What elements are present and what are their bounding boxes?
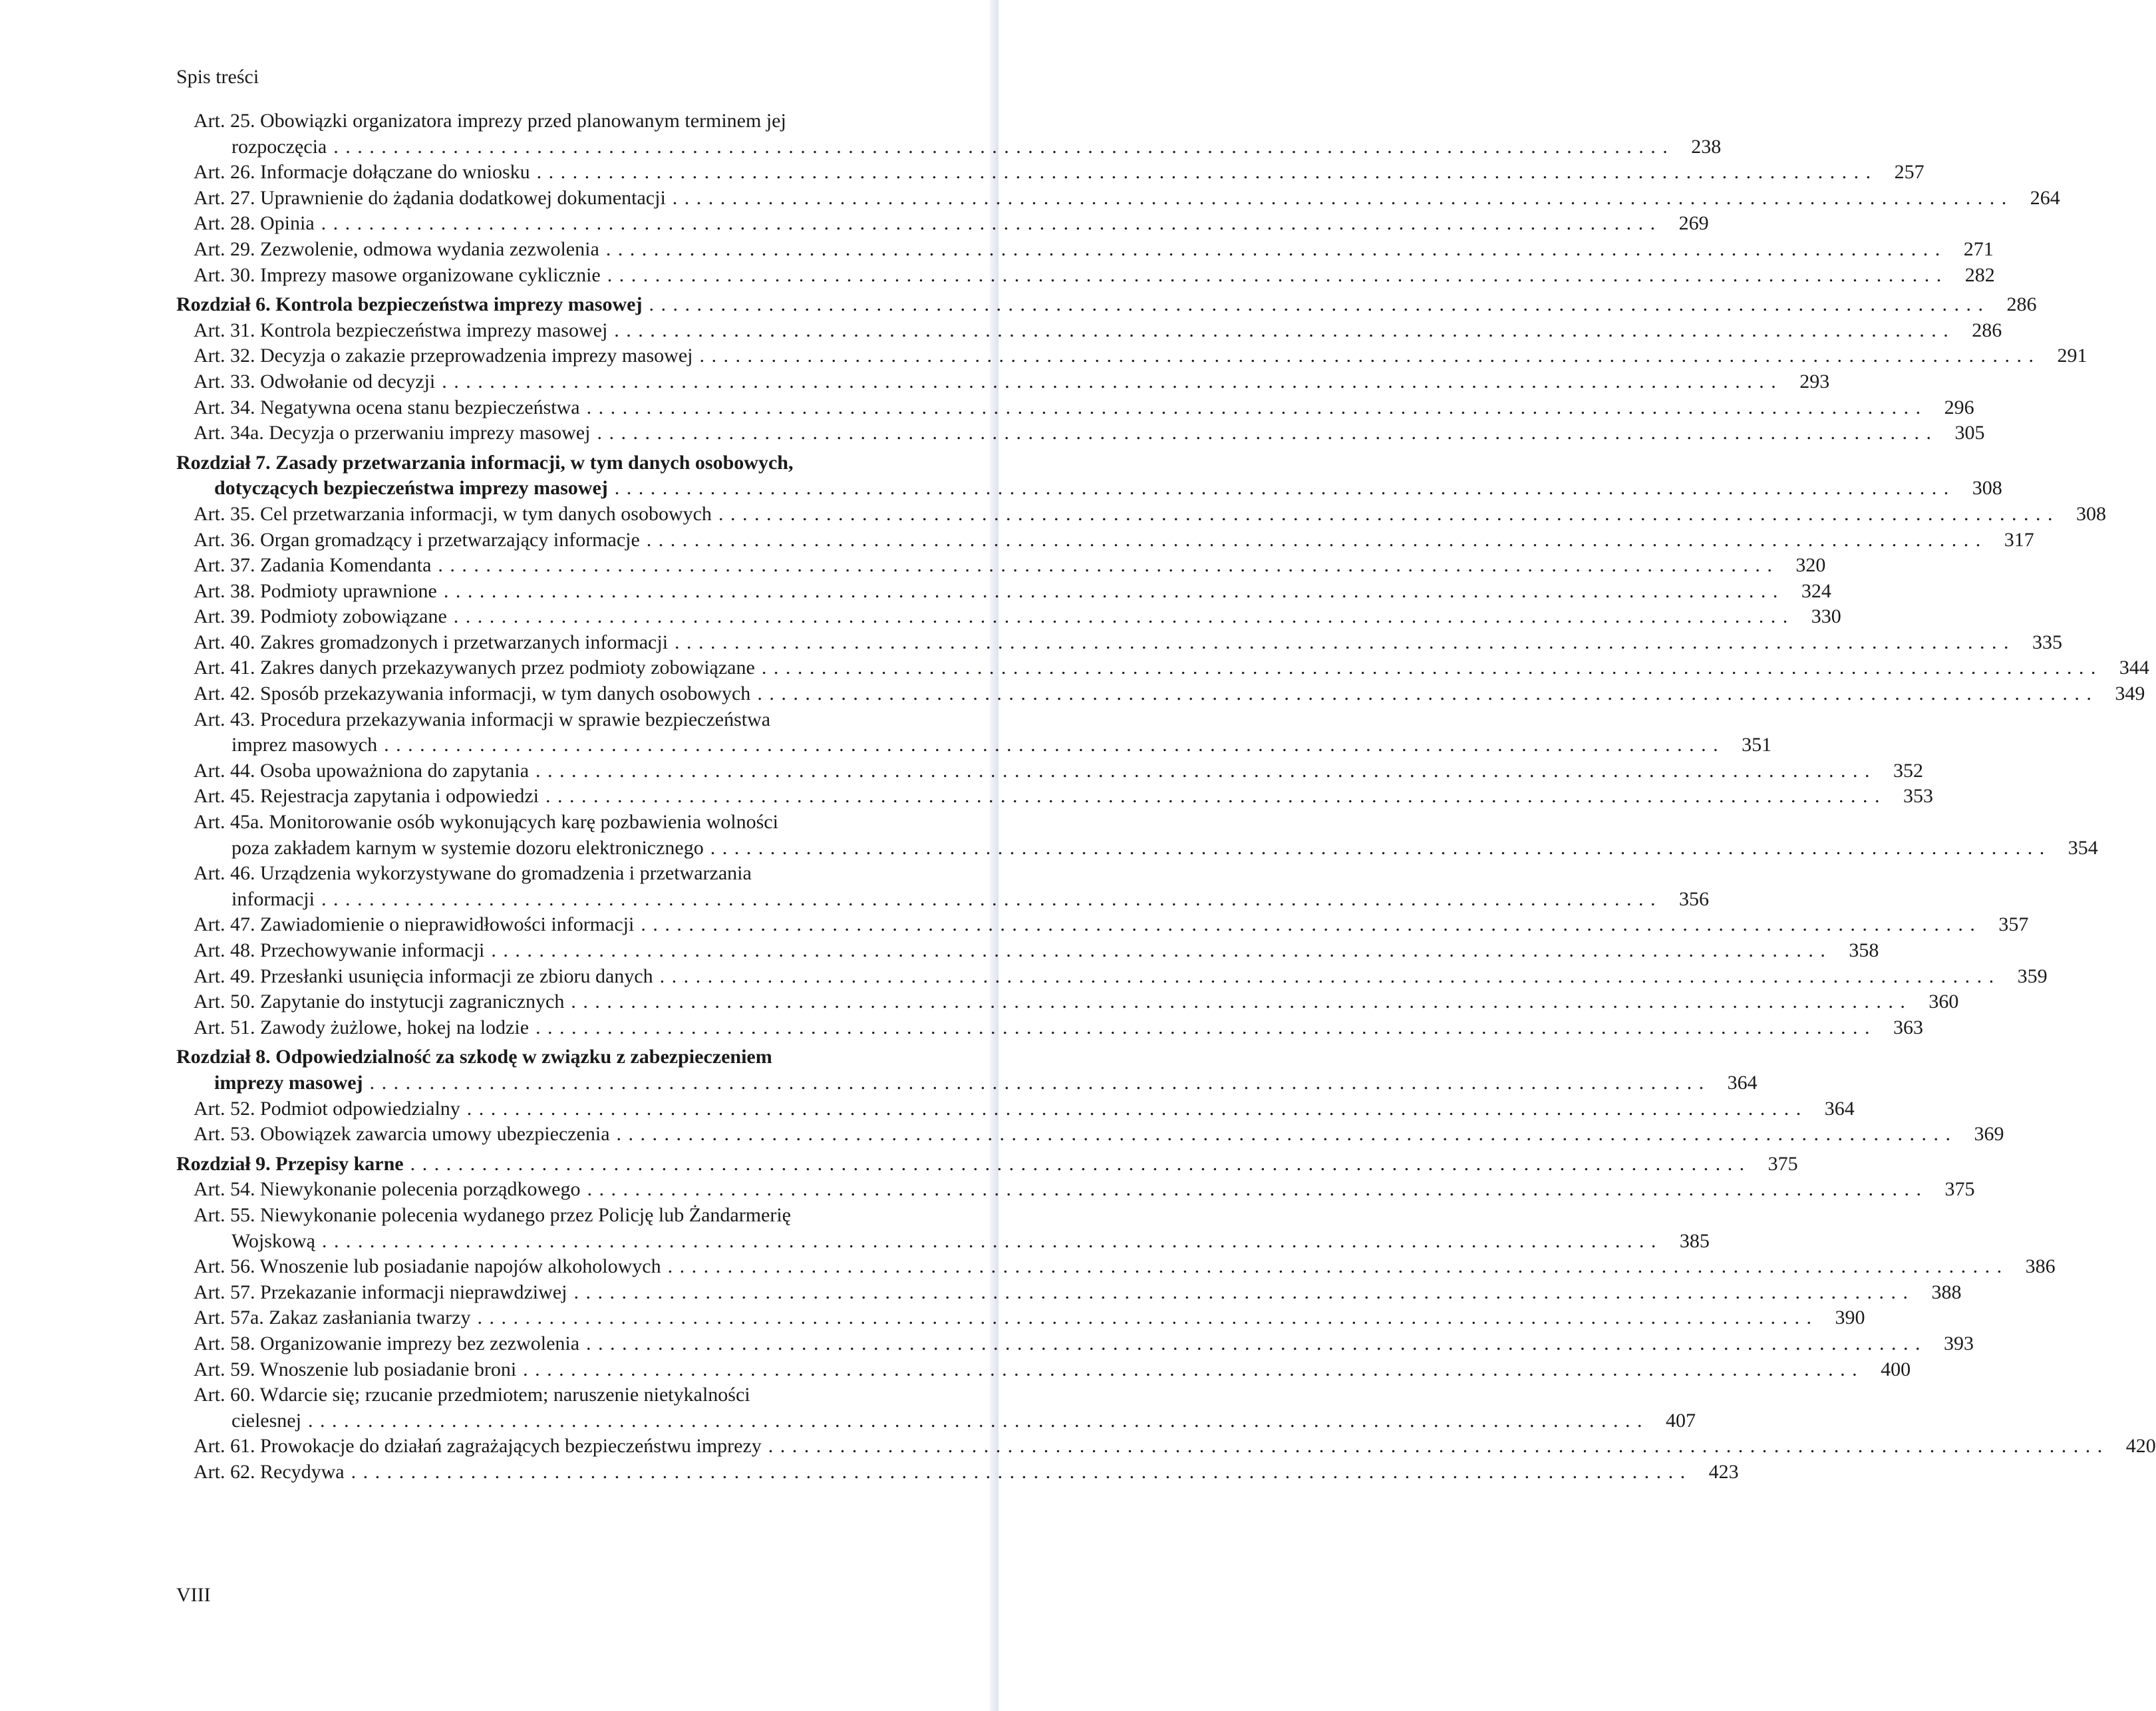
toc-line xyxy=(194,1408,1696,1434)
dot-leader: ................................................................................................................ xyxy=(321,212,1662,235)
toc-entry[interactable] xyxy=(176,318,2002,344)
toc-entry[interactable] xyxy=(176,1015,1924,1041)
toc-line xyxy=(176,1044,961,1070)
toc-entry-title: imprezy masowej xyxy=(214,1071,363,1094)
toc-line xyxy=(194,861,961,887)
dot-leader: ................................................................................................................ xyxy=(586,1332,1928,1354)
dot-leader: ................................................................................................................ xyxy=(605,237,1947,260)
toc-line xyxy=(194,1331,1974,1357)
toc-line xyxy=(194,1015,1924,1041)
dot-leader: ................................................................................................................ xyxy=(351,1460,1692,1483)
toc-entry[interactable] xyxy=(176,237,1994,263)
toc-entry[interactable] xyxy=(176,502,2106,528)
toc-entry-title: Art. 36. Organ gromadzący i przetwarzający informacje xyxy=(194,528,640,551)
toc-page-number: 393 xyxy=(1944,1332,1974,1354)
toc-entry[interactable] xyxy=(176,528,2034,553)
toc-entry-title: Art. 57. Przekazanie informacji nieprawdziwej xyxy=(194,1281,567,1303)
dot-leader: ................................................................................................................ xyxy=(699,345,2041,367)
toc-entry-title: Art. 46. Urządzenia wykorzystywane do gromadzenia i przetwarzania xyxy=(194,862,752,885)
toc-entry-title: Art. 37. Zadania Komendanta xyxy=(194,554,432,577)
toc-entry[interactable] xyxy=(176,211,1709,237)
toc-entry-title: Rozdział 8. Odpowiedzialność za szkodę w związku z zabezpieczeniem xyxy=(176,1046,772,1068)
toc-entry[interactable] xyxy=(176,553,1826,579)
toc-page-number: 308 xyxy=(2076,502,2106,525)
toc-entry-title: Art. 45a. Monitorowanie osób wykonujących karę pozbawienia wolności xyxy=(194,811,778,834)
running-head: Spis treści xyxy=(176,66,259,88)
toc-page-number: 264 xyxy=(2030,186,2060,209)
toc-line xyxy=(194,938,1879,964)
toc-page-number: 282 xyxy=(1964,263,1995,286)
toc-line xyxy=(194,502,2106,528)
toc-page-number: 390 xyxy=(1835,1307,1865,1329)
toc-entry-title: Art. 33. Odwołanie od decyzji xyxy=(194,370,436,392)
toc-page-number: 320 xyxy=(1795,554,1826,577)
toc-entry-title: Art. 32. Decyzja o zakazie przeprowadzenia imprezy masowej xyxy=(194,345,693,367)
toc-entry[interactable] xyxy=(176,630,2063,656)
toc-line xyxy=(194,160,1925,186)
toc-entry[interactable] xyxy=(176,108,1722,160)
toc-entry-title: Art. 35. Cel przetwarzania informacji, w tym danych osobowych xyxy=(194,502,712,525)
toc-page-number: 296 xyxy=(1944,396,1974,418)
toc-entry[interactable] xyxy=(176,1382,1696,1434)
table-of-contents xyxy=(176,108,2156,1485)
toc-page-number: 351 xyxy=(1742,734,1772,756)
toc-entry-title: Art. 54. Niewykonanie polecenia porządkowego xyxy=(194,1178,581,1201)
toc-chapter[interactable] xyxy=(176,450,2002,502)
toc-entry-title: Rozdział 6. Kontrola bezpieczeństwa imprezy masowej xyxy=(176,293,643,316)
toc-entry[interactable] xyxy=(176,369,1830,395)
toc-entry[interactable] xyxy=(176,912,2029,938)
dot-leader: ................................................................................................................ xyxy=(667,1255,2009,1278)
toc-entry[interactable] xyxy=(176,1177,1975,1203)
toc-page-number: 308 xyxy=(1972,477,2002,500)
toc-entry-title: Art. 59. Wnoszenie lub posiadanie broni xyxy=(194,1358,517,1380)
toc-entry-title: Rozdział 9. Przepisy karne xyxy=(176,1152,404,1175)
toc-entry-title: Art. 45. Rejestracja zapytania i odpowiedzi xyxy=(194,785,539,808)
toc-page-number: 356 xyxy=(1678,887,1709,910)
toc-entry-title: imprez masowych xyxy=(231,734,378,756)
dot-leader: ................................................................................................................ xyxy=(545,785,1887,808)
dot-leader: ................................................................................................................ xyxy=(333,135,1675,158)
toc-page-number: 291 xyxy=(2057,345,2087,367)
toc-entry[interactable] xyxy=(176,1203,1710,1254)
dot-leader: ................................................................................................................ xyxy=(659,965,2001,987)
toc-line xyxy=(194,186,2060,212)
toc-line xyxy=(194,630,2063,656)
toc-entry[interactable] xyxy=(176,263,1995,289)
toc-entry-title: Art. 29. Zezwolenie, odmowa wydania zezwolenia xyxy=(194,237,599,260)
toc-entry-title: Art. 44. Osoba upoważniona do zapytania xyxy=(194,759,530,782)
toc-entry[interactable] xyxy=(176,784,1933,810)
toc-entry[interactable] xyxy=(176,420,1985,446)
toc-entry[interactable] xyxy=(176,186,2060,212)
toc-page-number: 354 xyxy=(2068,836,2098,859)
toc-entry[interactable] xyxy=(176,1096,1855,1122)
toc-page-number: 359 xyxy=(2017,965,2048,987)
toc-line xyxy=(194,732,1772,758)
toc-page-number: 388 xyxy=(1931,1281,1962,1303)
toc-entry-title: poza zakładem karnym w systemie dozoru elektronicznego xyxy=(231,836,704,859)
toc-line xyxy=(194,1382,961,1408)
toc-page-number: 420 xyxy=(2125,1435,2156,1458)
toc-page-number: 386 xyxy=(2025,1255,2056,1278)
toc-entry-title: Art. 62. Recydywa xyxy=(194,1460,345,1483)
toc-entry-title: dotyczących bezpieczeństwa imprezy masowej xyxy=(214,477,608,500)
toc-entry-title: Art. 61. Prowokacje do działań zagrażających bezpieczeństwu imprezy xyxy=(194,1435,762,1458)
toc-page-number: 269 xyxy=(1678,212,1709,235)
toc-page-number: 363 xyxy=(1893,1016,1924,1038)
toc-line xyxy=(194,1177,1975,1203)
toc-chapter[interactable] xyxy=(176,292,2037,318)
toc-entry[interactable] xyxy=(176,1460,1739,1485)
toc-entry[interactable] xyxy=(176,343,2087,369)
page-number: VIII xyxy=(176,1584,211,1606)
toc-page-number: 385 xyxy=(1679,1229,1710,1252)
toc-line xyxy=(194,528,2034,553)
toc-page-number: 317 xyxy=(2004,528,2034,551)
dot-leader: ................................................................................................................ xyxy=(641,913,1982,936)
toc-line xyxy=(194,318,2002,344)
dot-leader: ................................................................................................................ xyxy=(607,263,1948,286)
toc-line xyxy=(194,395,1974,421)
toc-entry-title: Art. 52. Podmiot odpowiedzialny xyxy=(194,1097,460,1120)
toc-entry-title: Art. 31. Kontrola bezpieczeństwa imprezy masowej xyxy=(194,319,608,341)
toc-line xyxy=(194,369,1830,395)
toc-page-number: 364 xyxy=(1727,1071,1758,1094)
toc-entry-title: Art. 25. Obowiązki organizatora imprezy przed planowanym terminem jej xyxy=(194,110,786,132)
toc-chapter[interactable] xyxy=(176,1044,1758,1096)
dot-leader: ................................................................................................................ xyxy=(614,477,1956,500)
dot-leader: ................................................................................................................ xyxy=(672,186,2014,209)
dot-leader: ................................................................................................................ xyxy=(536,161,1878,184)
dot-leader: ................................................................................................................ xyxy=(710,836,2052,859)
toc-page-number: 375 xyxy=(1944,1178,1975,1201)
toc-line xyxy=(176,1152,1798,1177)
toc-entry[interactable] xyxy=(176,1254,2056,1280)
toc-entry-title: Art. 38. Podmioty uprawnione xyxy=(194,579,437,602)
toc-chapter[interactable] xyxy=(176,1152,1798,1177)
toc-page-number: 257 xyxy=(1894,161,1925,184)
toc-line xyxy=(194,108,961,134)
toc-line xyxy=(176,476,2002,502)
toc-entry[interactable] xyxy=(176,1305,1865,1331)
dot-leader: ................................................................................................................ xyxy=(491,939,1833,961)
toc-line xyxy=(194,1096,1855,1122)
dot-leader: ................................................................................................................ xyxy=(718,502,2060,525)
toc-entry[interactable] xyxy=(176,810,2098,861)
toc-entry[interactable] xyxy=(176,758,1924,784)
toc-entry-title: Art. 47. Zawiadomienie o nieprawidłowości informacji xyxy=(194,913,635,936)
toc-entry-title: Art. 56. Wnoszenie lub posiadanie napojów alkoholowych xyxy=(194,1255,661,1278)
toc-entry[interactable] xyxy=(176,579,1831,605)
toc-line xyxy=(194,1254,2056,1280)
dot-leader: ................................................................................................................ xyxy=(369,1071,1711,1094)
toc-line xyxy=(194,989,1959,1015)
dot-leader: ................................................................................................................ xyxy=(438,554,1779,577)
dot-leader: ................................................................................................................ xyxy=(466,1097,1808,1120)
toc-entry[interactable] xyxy=(176,604,1841,630)
dot-leader: ................................................................................................................ xyxy=(616,1123,1958,1146)
toc-entry-title: Art. 30. Imprezy masowe organizowane cyklicznie xyxy=(194,263,601,286)
toc-entry[interactable] xyxy=(176,861,1709,912)
toc-page-number: 369 xyxy=(1974,1123,2004,1146)
toc-entry-title: Wojskową xyxy=(231,1229,315,1252)
toc-entry-title: Art. 40. Zakres gromadzonych i przetwarzanych informacji xyxy=(194,631,669,653)
toc-line xyxy=(194,1122,2004,1148)
toc-line xyxy=(176,1070,1758,1096)
dot-leader: ................................................................................................................ xyxy=(586,396,1928,418)
toc-entry-title: Art. 50. Zapytanie do instytucji zagranicznych xyxy=(194,991,565,1013)
toc-entry[interactable] xyxy=(176,707,1772,758)
toc-page-number: 375 xyxy=(1768,1152,1798,1175)
toc-line xyxy=(194,343,2087,369)
toc-page-number: 407 xyxy=(1665,1409,1696,1432)
toc-page-number: 423 xyxy=(1708,1460,1739,1483)
toc-entry[interactable] xyxy=(176,938,1879,964)
dot-leader: ................................................................................................................ xyxy=(675,631,2016,653)
toc-entry-title: Art. 41. Zakres danych przekazywanych przez podmioty zobowiązane xyxy=(194,657,755,679)
toc-entry-title: Rozdział 7. Zasady przetwarzania informacji, w tym danych osobowych, xyxy=(176,451,794,474)
toc-page-number: 400 xyxy=(1881,1358,1911,1380)
toc-entry-title: Art. 48. Przechowywanie informacji xyxy=(194,939,485,961)
toc-entry-title: Art. 60. Wdarcie się; rzucanie przedmiotem; naruszenie nietykalności xyxy=(194,1384,750,1406)
toc-page-number: 360 xyxy=(1928,991,1959,1013)
dot-leader: ................................................................................................................ xyxy=(477,1307,1819,1329)
toc-entry[interactable] xyxy=(176,1280,1962,1306)
toc-line xyxy=(194,912,2029,938)
dot-leader: ................................................................................................................ xyxy=(757,683,2099,705)
toc-line xyxy=(194,810,961,836)
toc-entry[interactable] xyxy=(176,1357,1911,1383)
dot-leader: ................................................................................................................ xyxy=(597,422,1938,444)
toc-line xyxy=(194,420,1985,446)
toc-entry[interactable] xyxy=(176,160,1925,186)
dot-leader: ................................................................................................................ xyxy=(321,1229,1663,1252)
toc-line xyxy=(194,784,1933,810)
dot-leader: ................................................................................................................ xyxy=(571,991,1913,1013)
toc-line xyxy=(194,681,2145,707)
toc-line xyxy=(194,134,1722,160)
toc-entry-title: Art. 55. Niewykonanie polecenia wydanego przez Policję lub Żandarmerię xyxy=(194,1203,791,1226)
toc-entry-title: Art. 49. Przesłanki usunięcia informacji ze zbioru danych xyxy=(194,965,653,987)
toc-entry[interactable] xyxy=(176,681,2145,707)
toc-line xyxy=(194,604,1841,630)
toc-entry[interactable] xyxy=(176,1434,2156,1460)
toc-line xyxy=(194,887,1709,913)
toc-entry[interactable] xyxy=(176,989,1959,1015)
toc-entry-title: Art. 43. Procedura przekazywania informacji w sprawie bezpieczeństwa xyxy=(194,708,771,730)
dot-leader: ................................................................................................................ xyxy=(307,1409,1649,1432)
toc-entry-title: Art. 42. Sposób przekazywania informacji, w tym danych osobowych xyxy=(194,683,751,705)
toc-page-number: 364 xyxy=(1824,1097,1855,1120)
dot-leader: ................................................................................................................ xyxy=(321,887,1662,910)
toc-line xyxy=(194,263,1995,289)
toc-entry[interactable] xyxy=(176,395,1974,421)
dot-leader: ................................................................................................................ xyxy=(442,370,1783,392)
toc-line xyxy=(194,1357,1911,1383)
toc-page-number: 238 xyxy=(1691,135,1722,158)
toc-line xyxy=(194,1229,1710,1255)
toc-page-number: 305 xyxy=(1954,422,1985,444)
toc-page-number: 349 xyxy=(2115,683,2145,705)
toc-entry-title: Art. 58. Organizowanie imprezy bez zezwolenia xyxy=(194,1332,580,1354)
toc-line xyxy=(194,237,1994,263)
dot-leader: ................................................................................................................ xyxy=(587,1178,1928,1201)
dot-leader: ................................................................................................................ xyxy=(768,1435,2109,1458)
dot-leader: ................................................................................................................ xyxy=(649,293,1990,316)
toc-page-number: 357 xyxy=(1998,913,2029,936)
toc-line xyxy=(194,836,2098,861)
toc-line xyxy=(194,579,1831,605)
dot-leader: ................................................................................................................ xyxy=(410,1152,1752,1175)
toc-page-number: 286 xyxy=(2006,293,2037,316)
toc-entry-title: informacji xyxy=(231,887,315,910)
toc-page-number: 324 xyxy=(1801,579,1831,602)
toc-line xyxy=(194,655,2149,681)
dot-leader: ................................................................................................................ xyxy=(536,1016,1877,1038)
toc-page-number: 358 xyxy=(1849,939,1879,961)
toc-entry-title: Art. 27. Uprawnienie do żądania dodatkowej dokumentacji xyxy=(194,186,666,209)
dot-leader: ................................................................................................................ xyxy=(614,319,1956,341)
toc-line xyxy=(194,1203,961,1229)
toc-entry-title: Art. 57a. Zakaz zasłaniania twarzy xyxy=(194,1307,471,1329)
toc-page-number: 344 xyxy=(2119,657,2149,679)
dot-leader: ................................................................................................................ xyxy=(646,528,1988,551)
dot-leader: ................................................................................................................ xyxy=(384,734,1726,756)
toc-line xyxy=(194,553,1826,579)
toc-line xyxy=(194,707,961,733)
toc-page-number: 352 xyxy=(1893,759,1924,782)
toc-entry-title: cielesnej xyxy=(231,1409,301,1432)
dot-leader: ................................................................................................................ xyxy=(443,579,1785,602)
toc-entry-title: Art. 51. Zawody żużlowe, hokej na lodzie xyxy=(194,1016,530,1038)
toc-page-number: 271 xyxy=(1963,237,1994,260)
toc-entry-title: Art. 34a. Decyzja o przerwaniu imprezy masowej xyxy=(194,422,591,444)
dot-leader: ................................................................................................................ xyxy=(761,657,2103,679)
toc-line xyxy=(194,1305,1865,1331)
toc-line xyxy=(194,211,1709,237)
toc-entry-title: Art. 53. Obowiązek zawarcia umowy ubezpieczenia xyxy=(194,1123,610,1146)
toc-line xyxy=(176,450,961,476)
dot-leader: ................................................................................................................ xyxy=(453,605,1795,628)
toc-line xyxy=(194,1280,1962,1306)
toc-entry[interactable] xyxy=(176,1331,1974,1357)
toc-entry-title: Art. 34. Negatywna ocena stanu bezpieczeństwa xyxy=(194,396,580,418)
toc-entry[interactable] xyxy=(176,1122,2004,1148)
toc-page-number: 286 xyxy=(1972,319,2002,341)
toc-line xyxy=(194,1460,1739,1485)
toc-entry-title: Art. 26. Informacje dołączane do wniosku xyxy=(194,161,530,184)
toc-line xyxy=(176,292,2037,318)
toc-entry-title: rozpoczęcia xyxy=(231,135,327,158)
dot-leader: ................................................................................................................ xyxy=(536,759,1877,782)
toc-page-number: 293 xyxy=(1799,370,1830,392)
toc-page-number: 353 xyxy=(1903,785,1933,808)
toc-entry-title: Art. 28. Opinia xyxy=(194,212,315,235)
toc-line xyxy=(194,758,1924,784)
toc-entry[interactable] xyxy=(176,964,2048,990)
toc-line xyxy=(194,1434,2156,1460)
toc-entry[interactable] xyxy=(176,655,2149,681)
dot-leader: ................................................................................................................ xyxy=(523,1358,1865,1380)
toc-line xyxy=(194,964,2048,990)
toc-entry-title: Art. 39. Podmioty zobowiązane xyxy=(194,605,447,628)
toc-page-number: 330 xyxy=(1811,605,1841,628)
dot-leader: ................................................................................................................ xyxy=(573,1281,1915,1303)
toc-page-number: 335 xyxy=(2032,631,2063,653)
